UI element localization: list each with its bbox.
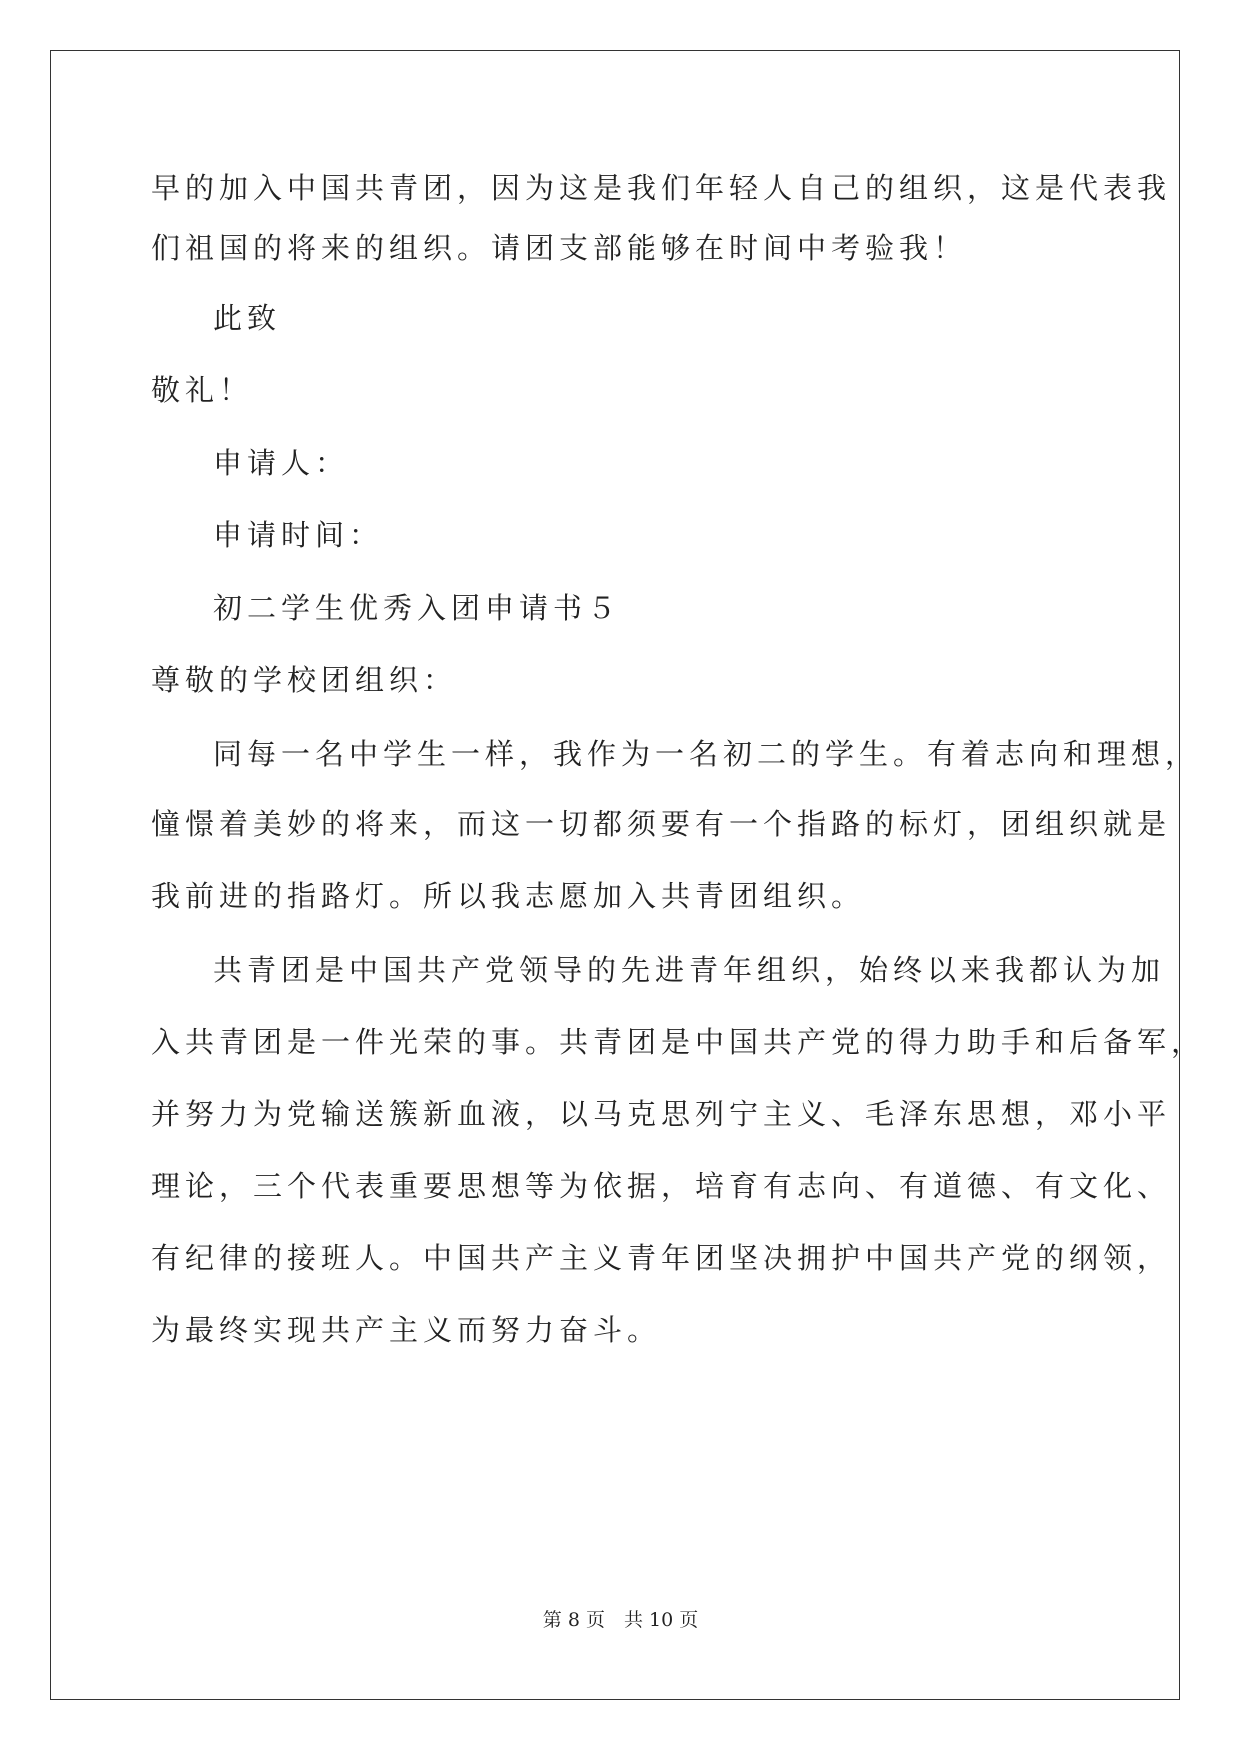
body-line: 有纪律的接班人。中国共产主义青年团坚决拥护中国共产党的纲领， <box>151 1241 1172 1275</box>
body-line: 同每一名中学生一样，我作为一名初二的学生。有着志向和理想， <box>213 737 1200 771</box>
letter-greeting: 尊敬的学校团组织： <box>151 663 458 697</box>
closing-salutation: 此致 <box>213 301 282 335</box>
body-line: 憧憬着美妙的将来，而这一切都须要有一个指路的标灯，团组织就是 <box>151 807 1172 841</box>
closing-respect: 敬礼！ <box>151 373 254 407</box>
page-number-footer: 第 8 页 共 10 页 <box>542 1609 699 1631</box>
body-line: 早的加入中国共青团，因为这是我们年轻人自己的组织，这是代表我 <box>151 171 1172 205</box>
body-line: 们祖国的将来的组织。请团支部能够在时间中考验我！ <box>151 231 968 265</box>
body-line: 入共青团是一件光荣的事。共青团是中国共产党的得力助手和后备军， <box>151 1025 1206 1059</box>
body-line: 共青团是中国共产党领导的先进青年组织，始终以来我都认为加 <box>213 953 1166 987</box>
body-line: 我前进的指路灯。所以我志愿加入共青团组织。 <box>151 879 866 913</box>
section-title: 初二学生优秀入团申请书５ <box>213 591 622 625</box>
body-line: 理论，三个代表重要思想等为依据，培育有志向、有道德、有文化、 <box>151 1169 1172 1203</box>
body-line: 为最终实现共产主义而努力奋斗。 <box>151 1313 662 1347</box>
applicant-label: 申请人： <box>213 446 350 480</box>
application-date-label: 申请时间： <box>213 518 384 552</box>
body-line: 并努力为党输送簇新血液，以马克思列宁主义、毛泽东思想，邓小平 <box>151 1097 1172 1131</box>
